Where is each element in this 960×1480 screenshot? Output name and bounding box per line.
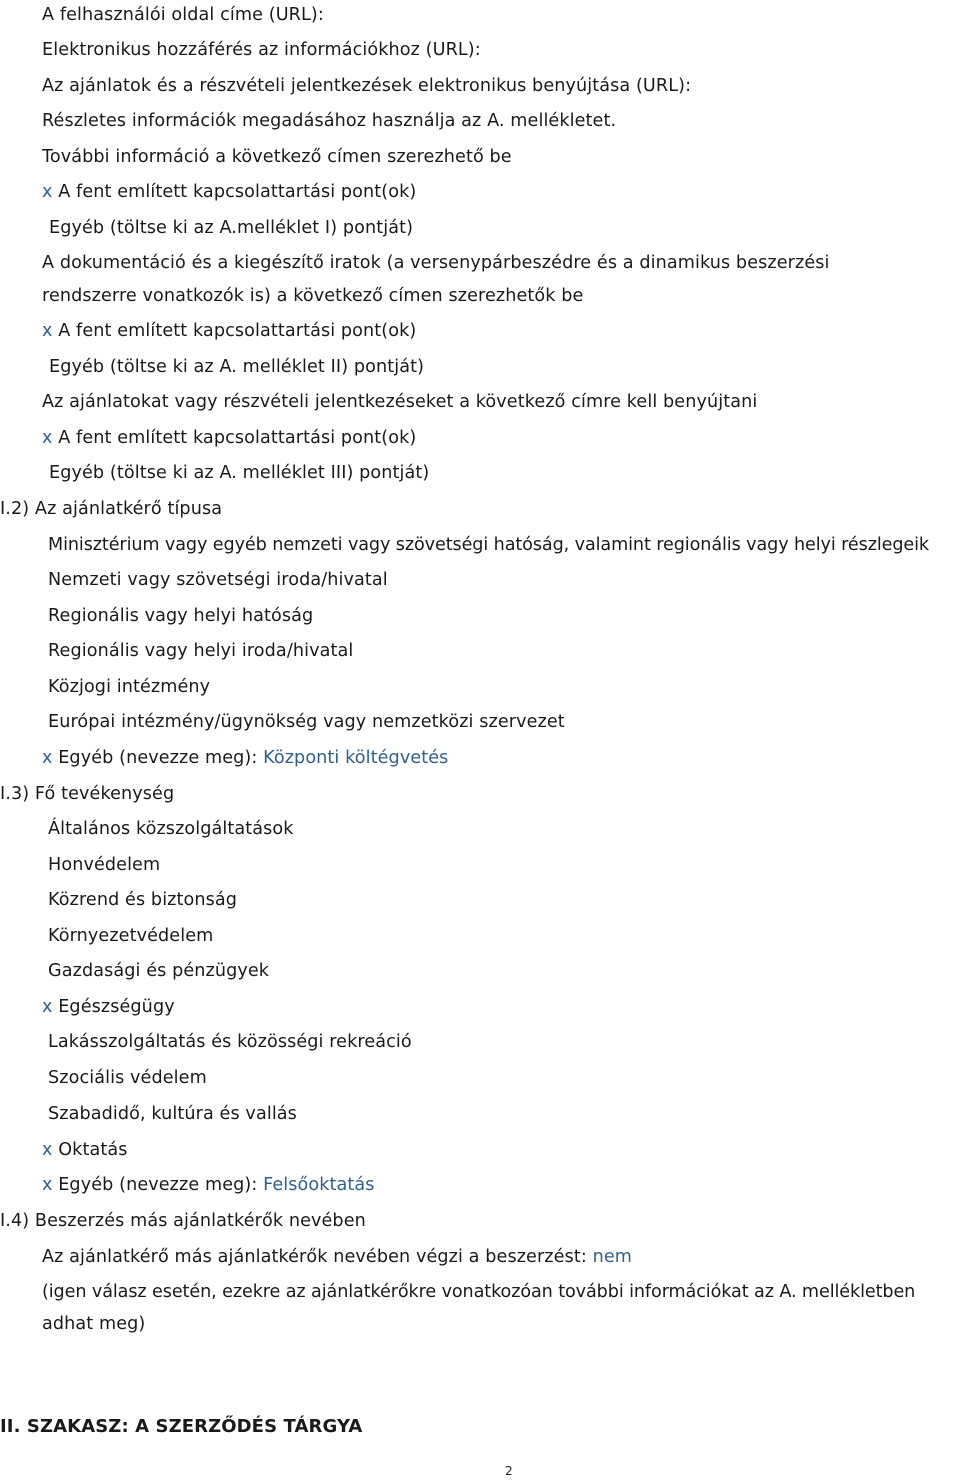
option-line: Szabadidő, kultúra és vallás <box>48 1104 297 1124</box>
section-heading: I.3) Fő tevékenység <box>0 784 175 804</box>
checked-option <box>42 747 448 769</box>
option-label: A fent említett kapcsolattartási pont(ok) <box>58 321 417 341</box>
option-label: Egyéb (nevezze meg): <box>58 748 258 768</box>
option-line: Minisztérium vagy egyéb nemzeti vagy szövetségi hatóság, valamint regionális vagy helyi részlegeik <box>48 535 930 555</box>
option-line: Nemzeti vagy szövetségi iroda/hivatal <box>48 570 388 590</box>
option-label: A fent említett kapcsolattartási pont(ok) <box>58 428 417 448</box>
checked-mark: x <box>42 321 53 341</box>
text-line: Részletes információk megadásához használja az A. mellékletet. <box>42 111 617 131</box>
text-line: rendszerre vonatkozók is) a következő címen szerezhetők be <box>42 286 584 306</box>
option-label: Oktatás <box>58 1140 128 1160</box>
question-label: Az ajánlatkérő más ajánlatkérők nevében végzi a beszerzést: <box>42 1247 587 1267</box>
checked-option <box>42 1139 127 1161</box>
option-label: A fent említett kapcsolattartási pont(ok) <box>58 182 417 202</box>
checked-mark: x <box>42 1140 53 1160</box>
option-line: Közrend és biztonság <box>48 890 238 910</box>
option-line: Regionális vagy helyi hatóság <box>48 606 314 626</box>
checked-mark: x <box>42 748 53 768</box>
option-line: Általános közszolgáltatások <box>48 819 294 839</box>
option-line: Gazdasági és pénzügyek <box>48 961 270 981</box>
answer-value: Központi költégvetés <box>263 748 449 768</box>
checked-option <box>42 427 416 449</box>
section-heading: I.4) Beszerzés más ajánlatkérők nevében <box>0 1211 366 1231</box>
text-line: Egyéb (töltse ki az A.melléklet I) pontját) <box>49 218 414 238</box>
text-line: Egyéb (töltse ki az A. melléklet II) pontját) <box>49 357 425 377</box>
text-line: Egyéb (töltse ki az A. melléklet III) pontját) <box>49 463 430 483</box>
option-label: Egyéb (nevezze meg): <box>58 1175 258 1195</box>
section-heading: I.2) Az ajánlatkérő típusa <box>0 499 223 519</box>
option-line: Európai intézmény/ügynökség vagy nemzetközi szervezet <box>48 712 565 732</box>
text-line: Elektronikus hozzáférés az információkhoz (URL): <box>42 40 481 60</box>
text-line: (igen válasz esetén, ezekre az ajánlatkérőkre vonatkozóan további információkat az A. mellékletben <box>42 1282 916 1302</box>
option-line: Közjogi intézmény <box>48 677 211 697</box>
checked-option <box>42 181 416 203</box>
page-number: 2 <box>505 1464 513 1478</box>
option-line: Szociális védelem <box>48 1068 207 1088</box>
text-line: További információ a következő címen szerezhető be <box>42 147 512 167</box>
option-line: Lakásszolgáltatás és közösségi rekreáció <box>48 1032 412 1052</box>
checked-mark: x <box>42 428 53 448</box>
text-line: Az ajánlatok és a részvételi jelentkezések elektronikus benyújtása (URL): <box>42 76 692 96</box>
answer-value: Felsőoktatás <box>263 1175 375 1195</box>
checked-mark: x <box>42 182 53 202</box>
checked-option <box>42 996 175 1018</box>
text-line: A dokumentáció és a kiegészítő iratok (a versenypárbeszédre és a dinamikus beszerzési <box>42 253 830 273</box>
answer-value: nem <box>592 1247 632 1267</box>
option-line: Honvédelem <box>48 855 161 875</box>
checked-mark: x <box>42 997 53 1017</box>
text-line: Az ajánlatokat vagy részvételi jelentkezéseket a következő címre kell benyújtani <box>42 392 758 412</box>
option-label: Egészségügy <box>58 997 175 1017</box>
text-line: A felhasználói oldal címe (URL): <box>42 5 324 25</box>
option-line: Regionális vagy helyi iroda/hivatal <box>48 641 354 661</box>
checked-option <box>42 1174 375 1196</box>
text-line: adhat meg) <box>42 1314 146 1334</box>
text-line <box>42 1246 632 1268</box>
part-heading: II. SZAKASZ: A SZERZŐDÉS TÁRGYA <box>0 1416 363 1437</box>
checked-mark: x <box>42 1175 53 1195</box>
option-line: Környezetvédelem <box>48 926 214 946</box>
checked-option <box>42 320 416 342</box>
